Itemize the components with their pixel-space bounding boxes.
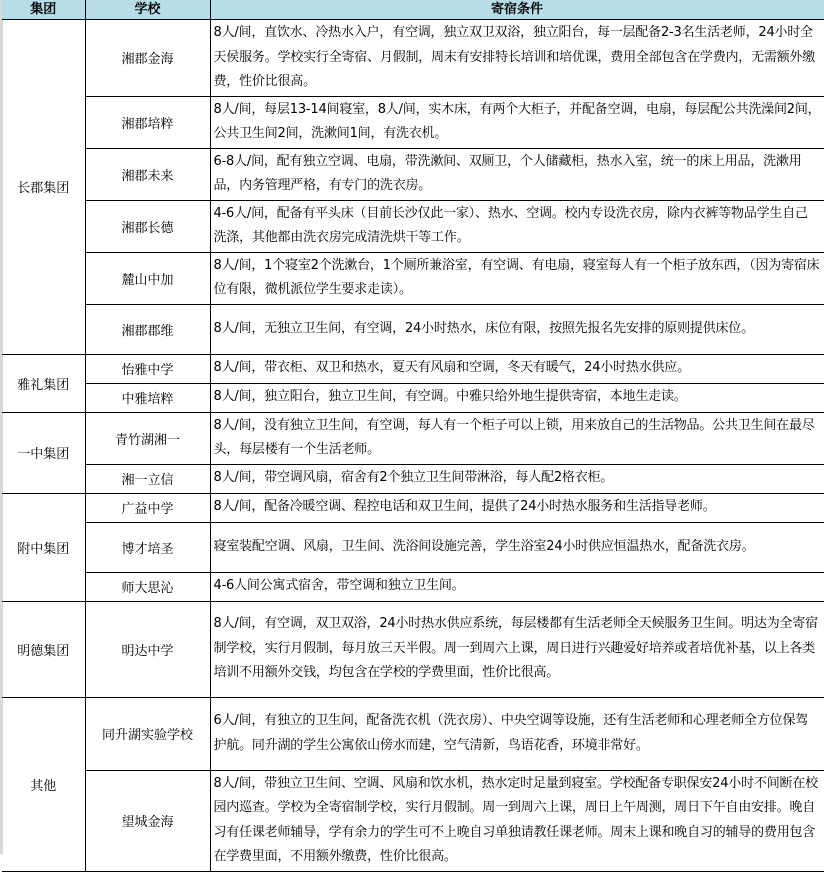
- table-row: [2, 96, 824, 148]
- table-row: [2, 697, 824, 770]
- conditions-cell: 8人/间，带独立卫生间、空调、风扇和饮水机，热水定时足量到寝室。学校配备专职保安24小时不间断在校园内巡查。学校为全寄宿制学校，实行月假制。周一到周六上课，周日上午周测，周日下午自由安排。晚自习有任课老师辅导，学有余力的学生可不上晚自习单独请教任课老师。周末上课和晚自习的辅导的费用包含在学费里面，不用额外缴费，性价比很高。: [210, 770, 824, 871]
- group-cell: 其他: [2, 697, 85, 871]
- conditions-cell: 6人/间，有独立的卫生间，配备洗衣机（洗衣房）、中央空调等设施，还有生活老师和心理老师全方位保驾护航。同升湖的学生公寓依山傍水而建，空气清新，鸟语花香，环境非常好。: [210, 697, 824, 770]
- school-cell: 望城金海: [85, 770, 210, 871]
- school-cell: 师大思沁: [85, 572, 210, 601]
- header-school: 学校: [85, 0, 210, 20]
- school-cell: 广益中学: [85, 493, 210, 522]
- conditions-cell: 8人/间，带衣柜、双卫和热水，夏天有风扇和空调，冬天有暖气，24小时热水供应。: [210, 354, 824, 383]
- school-cell: 湘一立信: [85, 464, 210, 493]
- school-cell: 湘郡未来: [85, 148, 210, 200]
- group-cell: 附中集团: [2, 493, 85, 601]
- conditions-cell: 4-6人间公寓式宿舍，带空调和独立卫生间。: [210, 572, 824, 601]
- conditions-cell: 8人/间，带空调风扇，宿舍有2个独立卫生间带淋浴，每人配2格衣柜。: [210, 464, 824, 493]
- group-cell: 一中集团: [2, 412, 85, 493]
- school-cell: 湘郡金海: [85, 20, 210, 97]
- conditions-cell: 8人/间，有空调，双卫双浴，24小时热水供应系统，每层楼都有生活老师全天候服务卫生间。明达为全寄宿制学校，实行月假制，每月放三天半假。周一到周六上课，周日进行兴趣爱好培养或者培优补基，以上各类培训不用额外交钱，均包含在学校的学费里面，性价比很高。: [210, 601, 824, 697]
- conditions-cell: 8人/间，没有独立卫生间，有空调，每人有一个柜子可以上锁，用来放自己的生活物品。公共卫生间在最尽头，每层楼有一个生活老师。: [210, 412, 824, 464]
- group-cell: 长郡集团: [2, 20, 85, 355]
- school-cell: 湘郡培粹: [85, 96, 210, 148]
- boarding-conditions-table: [2, 0, 824, 872]
- conditions-cell: 4-6人/间，配备有平头床（目前长沙仅此一家）、热水、空调。校内专设洗衣房，除内衣裤等物品学生自己洗涤，其他都由洗衣房完成清洗烘干等工作。: [210, 200, 824, 252]
- table-row: [2, 572, 824, 601]
- conditions-cell: 8人/间，每层13-14间寝室，8人/间，实木床，有两个大柜子，并配备空调，电扇，每层配公共洗澡间2间，公共卫生间2间，洗漱间1间，有洗衣机。: [210, 96, 824, 148]
- table-row: [2, 464, 824, 493]
- table-row: [2, 354, 824, 383]
- school-cell: 怡雅中学: [85, 354, 210, 383]
- conditions-cell: 8人/间，直饮水、冷热水入户，有空调，独立双卫双浴，独立阳台，每一层配备2-3名生活老师，24小时全天侯服务。学校实行全寄宿、月假制，周末有安排特长培训和培优课，费用全部包含在学费内，无需额外缴费，性价比很高。: [210, 20, 824, 97]
- table-row: [2, 412, 824, 464]
- school-cell: 湘郡郡维: [85, 304, 210, 354]
- header-group: 集团: [2, 0, 85, 20]
- table-row: [2, 148, 824, 200]
- school-cell: 中雅培粹: [85, 383, 210, 412]
- table-row: [2, 770, 824, 871]
- header-conditions: 寄宿条件: [210, 0, 824, 20]
- conditions-cell: 8人/间，1个寝室2个洗漱台，1个厕所兼浴室，有空调、有电扇，寝室每人有一个柜子放东西，（因为寄宿床位有限，微机派位学生要求走读）。: [210, 252, 824, 304]
- conditions-cell: 6-8人/间，配有独立空调、电扇，带洗漱间、双厕卫，个人储藏柜，热水入室，统一的床上用品，洗漱用品，内务管理严格，有专门的洗衣房。: [210, 148, 824, 200]
- table-row: [2, 601, 824, 697]
- school-cell: 明达中学: [85, 601, 210, 697]
- header-row: [2, 0, 824, 20]
- conditions-cell: 8人/间，独立阳台，独立卫生间，有空调。中雅只给外地生提供寄宿，本地生走读。: [210, 383, 824, 412]
- school-cell: 湘郡长德: [85, 200, 210, 252]
- school-cell: 博才培圣: [85, 522, 210, 572]
- conditions-cell: 8人/间，配备冷暖空调、程控电话和双卫生间，提供了24小时热水服务和生活指导老师。: [210, 493, 824, 522]
- conditions-cell: 寝室装配空调、风扇，卫生间、洗浴间设施完善，学生浴室24小时供应恒温热水，配备洗衣房。: [210, 522, 824, 572]
- table-row: [2, 252, 824, 304]
- table-row: [2, 522, 824, 572]
- table-row: [2, 20, 824, 97]
- school-cell: 同升湖实验学校: [85, 697, 210, 770]
- table-row: [2, 304, 824, 354]
- table-row: [2, 383, 824, 412]
- school-cell: 麓山中加: [85, 252, 210, 304]
- group-cell: 雅礼集团: [2, 354, 85, 412]
- school-cell: 青竹湖湘一: [85, 412, 210, 464]
- table-row: [2, 200, 824, 252]
- table-row: [2, 493, 824, 522]
- group-cell: 明德集团: [2, 601, 85, 697]
- conditions-cell: 8人/间，无独立卫生间，有空调，24小时热水，床位有限，按照先报名先安排的原则提供床位。: [210, 304, 824, 354]
